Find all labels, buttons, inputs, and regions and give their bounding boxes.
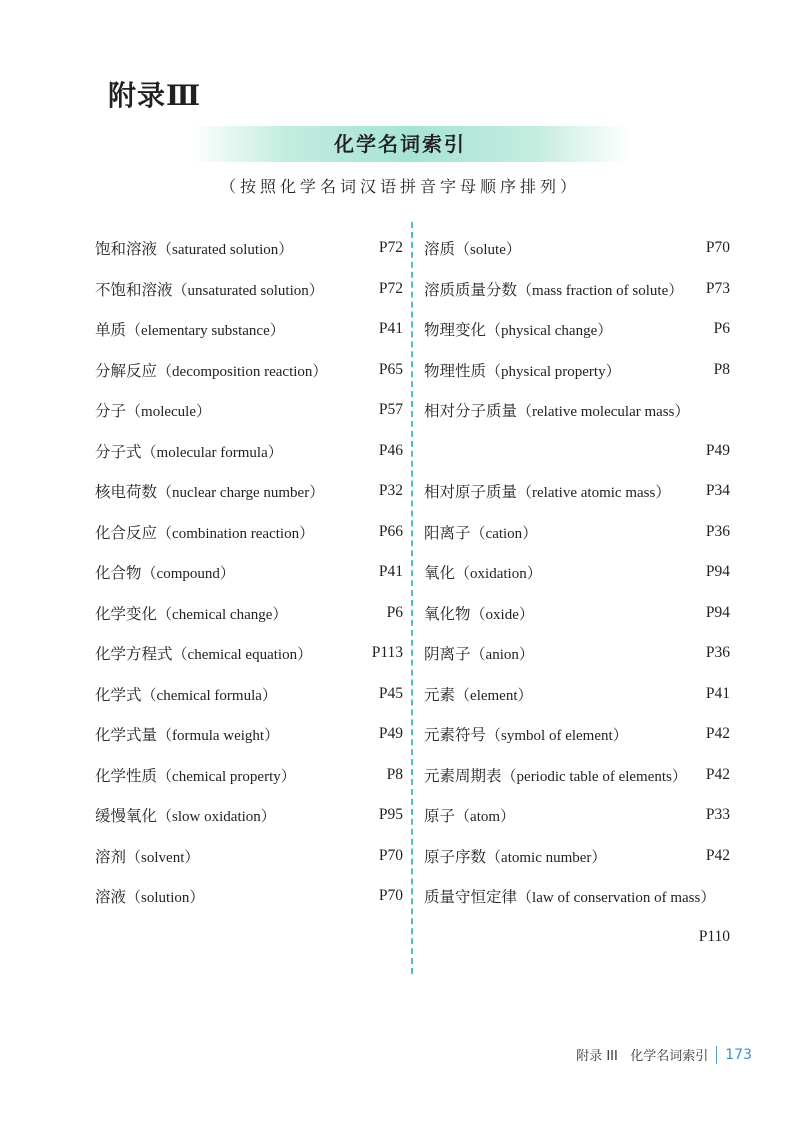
index-term [95,885,204,907]
index-entry [95,876,403,917]
index-entry [95,593,403,634]
open-paren: （ [172,647,188,664]
close-paren: ） [196,404,212,421]
index-term [95,723,279,745]
index-entry [95,471,403,512]
appendix-title: 附录Ⅲ [108,81,202,112]
term-chinese: 分子 [95,402,127,421]
index-entry [95,512,403,553]
page-reference: P94 [705,563,730,581]
index-term [424,723,628,745]
open-paren: （ [517,485,533,502]
index-term [424,399,690,421]
term-english: solvent [141,849,185,866]
open-paren: （ [455,687,471,704]
close-paren: ） [261,687,277,704]
term-english: physical property [501,363,606,380]
term-chinese: 化学式 [95,685,142,704]
term-english: unsaturated solution [187,282,309,299]
page-reference: P45 [378,684,403,702]
close-paren: ） [517,687,533,704]
index-column-left [95,228,403,917]
index-term [95,804,276,826]
term-english: oxide [485,606,519,623]
index-entry [424,593,730,634]
index-entry [424,876,730,917]
index-term [95,237,293,259]
page-reference: P46 [378,441,403,459]
page-reference: P110 [698,927,730,945]
page-reference: P57 [378,401,403,419]
term-english: compound [156,566,220,583]
open-paren: （ [126,323,142,340]
close-paren: ） [700,890,716,907]
term-english: cation [485,525,523,542]
open-paren: （ [126,849,142,866]
close-paren: ） [668,282,684,299]
page-reference: P41 [378,320,403,338]
index-term [424,521,537,543]
open-paren: （ [141,687,157,704]
term-english: nuclear charge number [172,485,310,502]
index-term [95,440,283,462]
index-entry [95,269,403,310]
close-paren: ） [189,890,205,907]
page-reference: P34 [705,482,730,500]
close-paren: ） [269,323,285,340]
open-paren: （ [517,890,533,907]
term-chinese: 相对原子质量 [424,483,518,502]
index-entry [424,836,730,877]
open-paren: （ [126,404,142,421]
close-paren: ） [297,647,313,664]
index-entry [424,795,730,836]
index-term [95,683,277,705]
index-term [424,359,621,381]
open-paren: （ [157,485,173,502]
close-paren: ） [597,323,613,340]
open-paren: （ [157,525,173,542]
close-paren: ） [671,768,687,785]
page-reference: P70 [378,887,403,905]
index-term [95,480,324,502]
page-reference: P72 [378,279,403,297]
page-number: 173 [725,1046,752,1063]
term-english: chemical formula [156,687,262,704]
index-entry [424,390,730,431]
index-term [424,278,683,300]
page-reference: P65 [378,360,403,378]
index-entry-continuation [424,431,730,472]
open-paren: （ [455,242,471,259]
term-chinese: 单质 [95,321,127,340]
term-chinese: 元素周期表 [424,766,502,785]
index-entry [424,471,730,512]
open-paren: （ [470,647,486,664]
page-reference: P42 [705,846,730,864]
close-paren: ） [312,363,328,380]
term-english: chemical change [172,606,273,623]
term-chinese: 氧化 [424,564,456,583]
page-reference: P8 [713,360,730,378]
close-paren: ） [272,606,288,623]
term-english: anion [485,647,519,664]
section-title: 化学名词索引 [334,132,466,156]
term-chinese: 核电荷数 [95,483,158,502]
term-chinese: 化学式量 [95,726,158,745]
term-chinese: 质量守恒定律 [424,888,518,907]
page-footer [576,1045,752,1064]
term-english: molecular formula [156,444,268,461]
term-english: mass fraction of solute [532,282,669,299]
term-chinese: 不饱和溶液 [95,280,173,299]
page-reference: P42 [705,725,730,743]
page-reference: P66 [378,522,403,540]
open-paren: （ [172,282,188,299]
open-paren: （ [157,809,173,826]
index-entry [95,674,403,715]
term-chinese: 原子序数 [424,847,487,866]
index-entry [424,512,730,553]
term-english: law of conservation of mass [532,890,701,907]
page-reference: P41 [378,563,403,581]
close-paren: ） [505,242,521,259]
index-entry [424,309,730,350]
page-reference: P41 [705,684,730,702]
term-chinese: 元素符号 [424,726,487,745]
page-reference: P32 [378,482,403,500]
column-divider [411,222,413,974]
index-term [95,399,211,421]
term-english: periodic table of elements [516,768,672,785]
open-paren: （ [157,606,173,623]
index-entry [95,836,403,877]
close-paren: ） [309,485,325,502]
term-english: molecule [141,404,197,421]
close-paren: ） [612,728,628,745]
page-reference: P6 [386,603,403,621]
close-paren: ） [267,444,283,461]
open-paren: （ [486,323,502,340]
index-entry [424,755,730,796]
term-chinese: 阳离子 [424,523,471,542]
page-reference: P72 [378,239,403,257]
term-english: slow oxidation [172,809,261,826]
term-chinese: 相对分子质量 [424,402,518,421]
term-english: physical change [501,323,598,340]
term-english: chemical equation [187,647,298,664]
index-entry [424,269,730,310]
close-paren: ） [260,809,276,826]
close-paren: ） [308,282,324,299]
index-term [424,237,521,259]
term-english: chemical property [172,768,281,785]
index-term [95,764,296,786]
term-chinese: 饱和溶液 [95,240,158,259]
term-chinese: 溶质质量分数 [424,280,518,299]
close-paren: ） [518,647,534,664]
open-paren: （ [157,768,173,785]
index-entry [424,228,730,269]
index-entry [95,350,403,391]
close-paren: ） [591,849,607,866]
open-paren: （ [455,566,471,583]
close-paren: ） [605,363,621,380]
index-term [424,683,533,705]
index-entry [424,714,730,755]
term-chinese: 物理性质 [424,361,487,380]
open-paren: （ [157,363,173,380]
index-entry [95,552,403,593]
index-entry [95,714,403,755]
page-reference: P33 [705,806,730,824]
open-paren: （ [517,282,533,299]
term-english: combination reaction [172,525,300,542]
close-paren: ） [674,404,690,421]
index-term [95,318,285,340]
term-chinese: 阴离子 [424,645,471,664]
index-entry [95,228,403,269]
close-paren: ） [280,768,296,785]
index-entry-continuation [424,917,730,958]
close-paren: ） [299,525,315,542]
index-term [424,480,670,502]
index-term [424,885,715,907]
page-reference: P95 [378,806,403,824]
term-english: relative atomic mass [532,485,656,502]
term-english: element [470,687,518,704]
index-term [95,359,327,381]
term-english: atom [470,809,501,826]
term-english: elementary substance [141,323,270,340]
term-chinese: 缓慢氧化 [95,807,158,826]
subtitle: （按照化学名词汉语拼音字母顺序排列） [219,179,580,196]
open-paren: （ [486,728,502,745]
index-term [424,764,687,786]
term-chinese: 溶液 [95,888,127,907]
index-entry [95,309,403,350]
term-english: atomic number [501,849,592,866]
term-english: relative molecular mass [532,404,675,421]
page-reference: P49 [705,441,730,459]
index-term [424,561,542,583]
page-reference: P42 [705,765,730,783]
index-term [95,642,312,664]
index-entry [95,431,403,472]
open-paren: （ [141,566,157,583]
term-english: symbol of element [501,728,613,745]
open-paren: （ [486,363,502,380]
term-chinese: 化学变化 [95,604,158,623]
term-chinese: 分解反应 [95,361,158,380]
term-chinese: 化学方程式 [95,645,173,664]
page-reference: P70 [378,846,403,864]
index-term [424,845,606,867]
close-paren: ） [264,728,280,745]
term-chinese: 物理变化 [424,321,487,340]
term-chinese: 分子式 [95,442,142,461]
open-paren: （ [141,444,157,461]
close-paren: ） [184,849,200,866]
page-reference: P94 [705,603,730,621]
term-english: oxidation [470,566,527,583]
index-term [95,561,235,583]
open-paren: （ [517,404,533,421]
close-paren: ） [518,606,534,623]
index-entry [424,350,730,391]
page-reference: P49 [378,725,403,743]
index-entry [424,674,730,715]
open-paren: （ [455,809,471,826]
footer-label: 附录 III 化学名词索引 [576,1049,709,1064]
index-term [95,521,314,543]
index-term [424,602,534,624]
page-reference: P36 [705,644,730,662]
term-english: saturated solution [172,242,279,259]
index-term [95,278,324,300]
term-english: solution [141,890,190,907]
close-paren: ） [500,809,516,826]
term-chinese: 元素 [424,685,456,704]
close-paren: ） [655,485,671,502]
term-chinese: 原子 [424,807,456,826]
open-paren: （ [470,525,486,542]
close-paren: ） [219,566,235,583]
term-english: formula weight [172,728,265,745]
index-term [424,318,612,340]
index-term [424,804,515,826]
page-reference: P73 [705,279,730,297]
term-chinese: 溶质 [424,240,456,259]
index-entry [424,552,730,593]
page-reference: P113 [371,644,403,662]
index-term [95,845,199,867]
open-paren: （ [501,768,517,785]
index-column-right [424,228,730,957]
open-paren: （ [470,606,486,623]
open-paren: （ [486,849,502,866]
term-chinese: 溶剂 [95,847,127,866]
index-entry [424,633,730,674]
index-entry [95,633,403,674]
page-reference: P6 [713,320,730,338]
open-paren: （ [157,728,173,745]
index-entry [95,390,403,431]
page-reference: P70 [705,239,730,257]
footer-separator [716,1046,717,1064]
page-reference: P8 [386,765,403,783]
term-chinese: 氧化物 [424,604,471,623]
index-term [424,642,534,664]
term-chinese: 化合反应 [95,523,158,542]
open-paren: （ [157,242,173,259]
index-entry [95,795,403,836]
page-reference: P36 [705,522,730,540]
term-chinese: 化学性质 [95,766,158,785]
term-english: solute [470,242,506,259]
term-english: decomposition reaction [172,363,313,380]
term-chinese: 化合物 [95,564,142,583]
close-paren: ） [526,566,542,583]
open-paren: （ [126,890,142,907]
close-paren: ） [278,242,294,259]
index-entry [95,755,403,796]
index-term [95,602,287,624]
close-paren: ） [522,525,538,542]
